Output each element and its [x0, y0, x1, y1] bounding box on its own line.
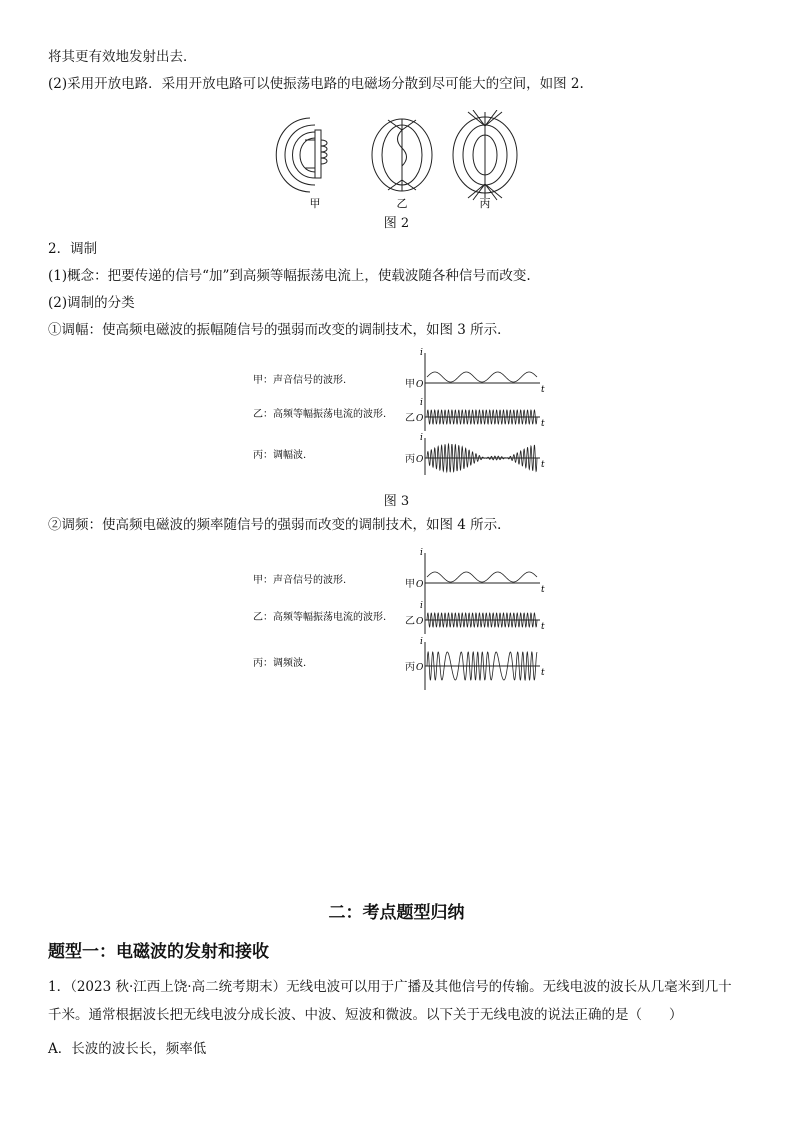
origin-label: O	[416, 580, 424, 590]
section-heading: 二：考点题型归纳	[328, 903, 465, 923]
i-axis-label: i	[420, 548, 423, 558]
question-type-heading: 题型一：电磁波的发射和接收	[48, 942, 269, 962]
waveform	[427, 372, 537, 382]
wave-tag: 甲	[405, 579, 415, 590]
question-text: 千米。通常根据波长把无线电波分成长波、中波、短波和微波。以下关于无线电波的说法正确的是（ ）	[48, 1007, 683, 1023]
i-axis-label: i	[420, 637, 423, 647]
question-text: 1．（2023 秋·江西上饶·高二统考期末）无线电波可以用于广播及其他信号的传输。无线电波的波长从几毫米到几十	[48, 979, 732, 995]
i-axis-label: i	[420, 348, 423, 358]
fig2-label: 乙	[396, 197, 408, 210]
t-axis-label: t	[541, 385, 545, 395]
wave-tag: 乙	[405, 413, 415, 424]
origin-label: O	[416, 663, 424, 673]
figure-2	[270, 110, 530, 210]
i-axis-label: i	[420, 398, 423, 408]
text-line: (2)调制的分类	[48, 295, 135, 311]
wave-description: 丙：调频波.	[253, 658, 307, 669]
fig3-caption: 图 3	[383, 494, 410, 509]
wave-tag: 丙	[405, 454, 415, 465]
figure-4	[245, 545, 555, 690]
fig2-jia-diagram	[276, 118, 327, 192]
fig2-caption: 图 2	[383, 216, 410, 231]
origin-label: O	[416, 455, 424, 465]
waveform	[427, 572, 537, 582]
wave-description: 丙：调幅波.	[253, 450, 307, 461]
i-axis-label: i	[420, 601, 423, 611]
origin-label: O	[416, 617, 424, 627]
t-axis-label: t	[541, 419, 545, 429]
wave-tag: 乙	[405, 616, 415, 627]
text-line: (2)采用开放电路．采用开放电路可以使振荡电路的电磁场分散到尽可能大的空间，如图 2.	[48, 76, 584, 92]
text-line: 将其更有效地发射出去．	[48, 49, 197, 65]
i-axis-label: i	[420, 433, 423, 443]
t-axis-label: t	[541, 622, 545, 632]
t-axis-label: t	[541, 585, 545, 595]
text-line: ①调幅：使高频电磁波的振幅随信号的强弱而改变的调制技术，如图 3 所示．	[48, 322, 511, 338]
wave-tag: 丙	[405, 662, 415, 673]
figure-3	[245, 345, 555, 475]
text-line: ②调频：使高频电磁波的频率随信号的强弱而改变的调制技术，如图 4 所示．	[48, 517, 511, 533]
fig2-bing-diagram	[453, 110, 517, 200]
origin-label: O	[416, 380, 424, 390]
wave-description: 甲：声音信号的波形.	[253, 575, 347, 586]
fig2-yi-diagram	[372, 119, 432, 191]
t-axis-label: t	[541, 460, 545, 470]
fig2-label: 丙	[479, 197, 491, 210]
section-title: 2．调制	[48, 241, 98, 257]
wave-description: 乙：高频等幅振荡电流的波形.	[253, 409, 387, 420]
option-a: A．长波的波长长，频率低	[48, 1041, 207, 1057]
text-line: (1)概念：把要传递的信号“加”到高频等幅振荡电流上，使载波随各种信号而改变.	[48, 268, 531, 284]
t-axis-label: t	[541, 668, 545, 678]
origin-label: O	[416, 414, 424, 424]
wave-description: 甲：声音信号的波形.	[253, 375, 347, 386]
wave-description: 乙：高频等幅振荡电流的波形.	[253, 612, 387, 623]
fig2-label: 甲	[309, 197, 321, 210]
wave-tag: 甲	[405, 379, 415, 390]
